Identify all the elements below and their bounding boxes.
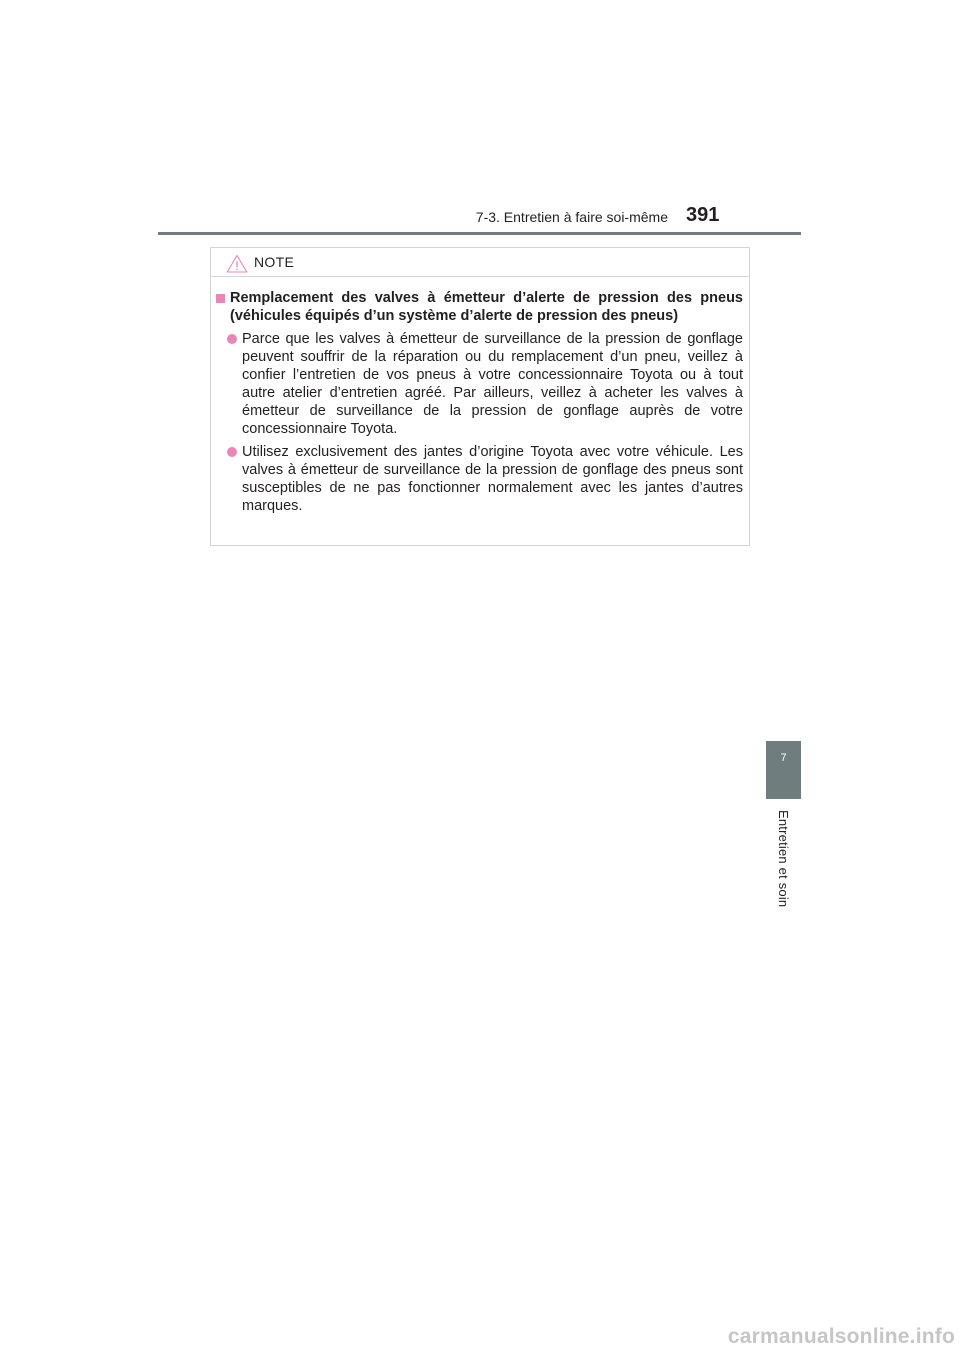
note-box [210, 247, 750, 546]
chapter-tab [766, 741, 801, 799]
list-item-text: Utilisez exclusivement des jantes d’origine Toyota avec votre véhicule. Les valves à émetteur de surveillance de la pression de gonflage des pneus sont susceptibles de ne pas fonctionner normalement avec les jantes d’autres marques. [242, 444, 743, 514]
chapter-number: 7 [780, 752, 787, 764]
note-heading-text: Remplacement des valves à émetteur d’alerte de pression des pneus (véhicules équipés d’un système d’alerte de pression des pneus) [230, 290, 743, 324]
page-number: 391 [686, 204, 720, 226]
round-bullet-icon [227, 447, 237, 457]
square-bullet-icon [216, 294, 225, 303]
note-body [211, 289, 749, 515]
header-divider [158, 232, 801, 235]
list-item-text: Parce que les valves à émetteur de surveillance de la pression de gonflage peuvent souffrir de la réparation ou du remplacement d’un pneu, veillez à confier l’entretien de vos pneus à votre concessionnaire Toyota ou à tout autre atelier d’entretien agréé. Par ailleurs, veillez à acheter les valves à émetteur de surveillance de la pression de gonflage auprès de votre concessionnaire Toyota. [242, 331, 743, 437]
note-heading [211, 289, 743, 325]
list-item [211, 330, 743, 438]
round-bullet-icon [227, 334, 237, 344]
watermark: carmanualsonline.info [727, 1325, 955, 1348]
section-title: 7-3. Entretien à faire soi-même [475, 209, 668, 225]
warning-triangle-icon [226, 254, 248, 273]
note-header [211, 248, 749, 277]
list-item [211, 443, 743, 515]
chapter-title: Entretien et soin [776, 810, 791, 908]
note-label: NOTE [254, 254, 295, 270]
